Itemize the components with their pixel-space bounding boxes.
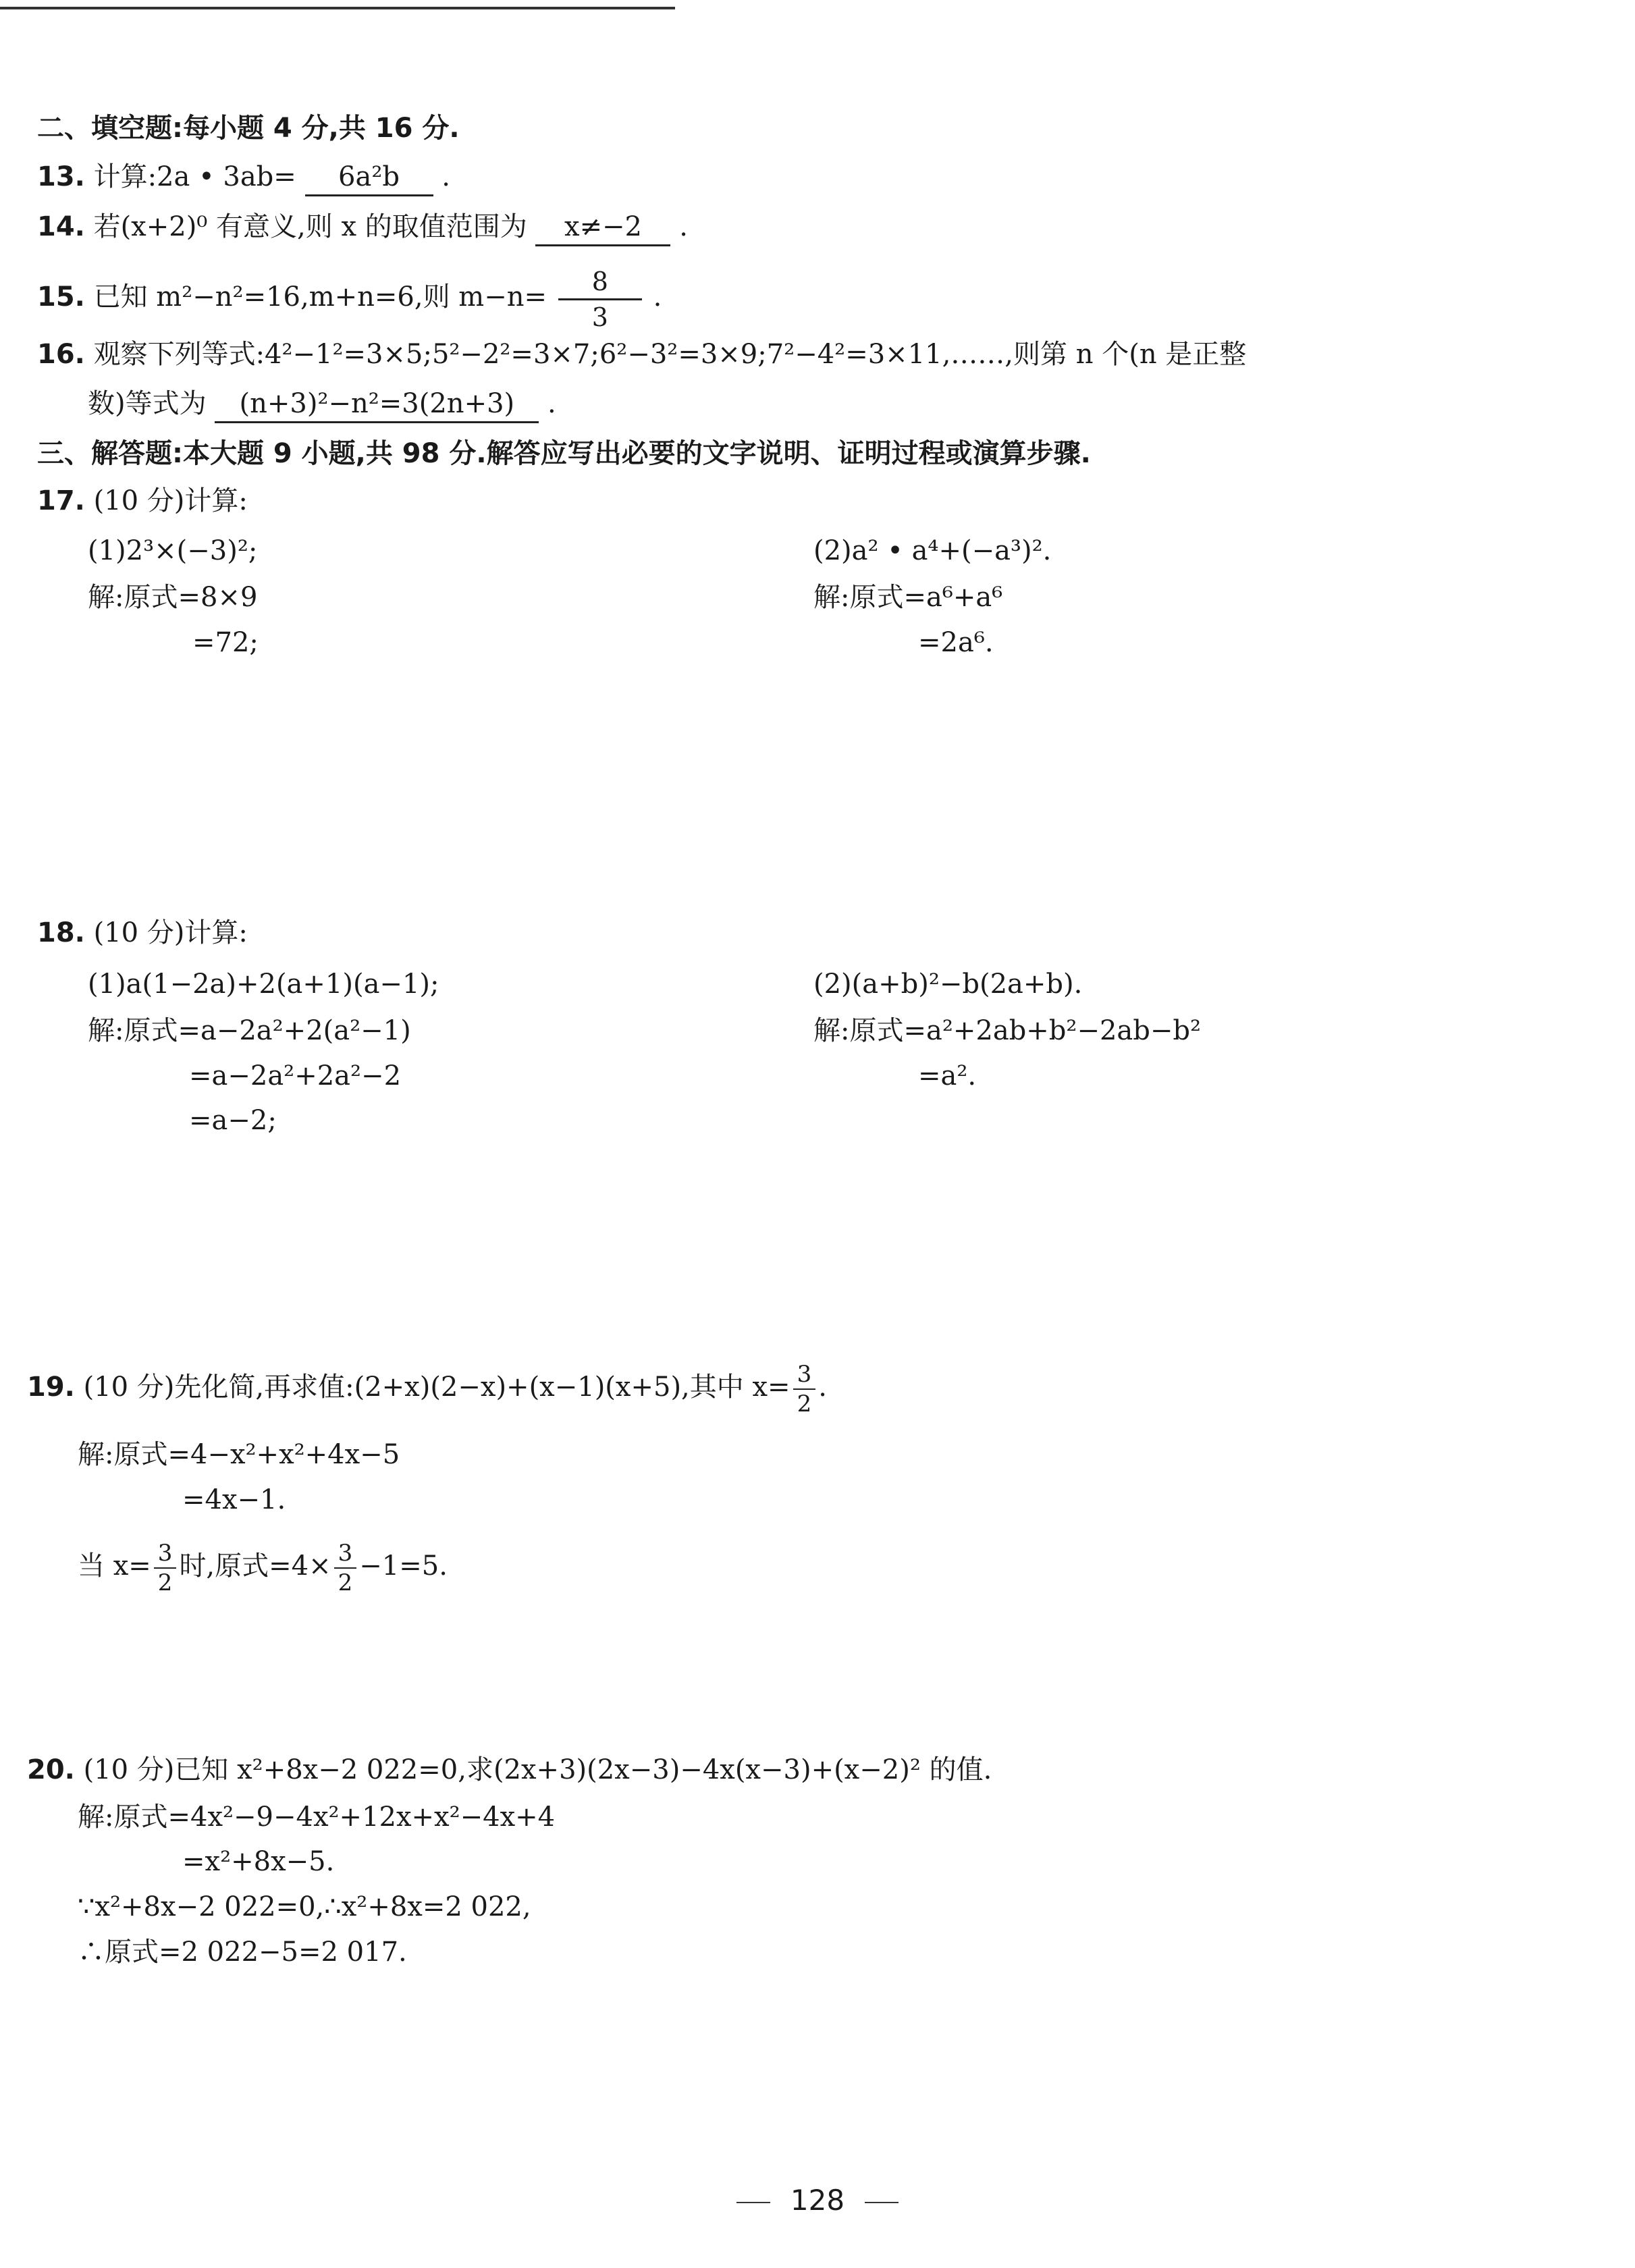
q18-part1-step2: =a−2a²+2a²−2 bbox=[189, 1060, 402, 1091]
q18-part2-step1: 解:原式=a²+2ab+b²−2ab−b² bbox=[813, 1015, 1202, 1046]
q18-part1-step1: 解:原式=a−2a²+2(a²−1) bbox=[88, 1015, 411, 1046]
question-end: . bbox=[653, 281, 662, 313]
q17-part1-question: (1)2³×(−3)²; bbox=[88, 535, 258, 566]
question-end: . bbox=[679, 211, 688, 242]
question-number: 14. bbox=[37, 211, 85, 242]
q18-part2-question: (2)(a+b)²−b(2a+b). bbox=[813, 969, 1083, 1000]
question-text: (10 分)计算: bbox=[93, 917, 248, 948]
fraction bbox=[154, 1542, 177, 1594]
step-text: 时,原式=4× bbox=[179, 1550, 331, 1582]
question-end: . bbox=[441, 161, 450, 192]
question-number: 13. bbox=[37, 161, 85, 192]
section-title-solutions: 三、解答题:本大题 9 小题,共 98 分.解答应写出必要的文字说明、证明过程或演算步骤. bbox=[37, 438, 1091, 469]
step-text: −1=5. bbox=[359, 1550, 448, 1582]
question-13 bbox=[37, 157, 450, 197]
section-title-fill-in: 二、填空题:每小题 4 分,共 16 分. bbox=[37, 113, 460, 144]
question-text: (10 分)先化简,再求值:(2+x)(2−x)+(x−1)(x+5),其中 x= bbox=[83, 1372, 790, 1403]
q17-part2-question: (2)a² • a⁴+(−a³)². bbox=[813, 535, 1052, 566]
q20-step3: ∵x²+8x−2 022=0,∴x²+8x=2 022, bbox=[78, 1891, 531, 1922]
q19-step2: =4x−1. bbox=[182, 1484, 286, 1515]
fraction bbox=[793, 1361, 816, 1418]
fraction-denominator: 2 bbox=[157, 1569, 173, 1596]
q17-part2-step2: =2a⁶. bbox=[918, 627, 994, 658]
q20-step4: ∴原式=2 022−5=2 017. bbox=[78, 1937, 407, 1968]
q19-step3 bbox=[78, 1536, 448, 1596]
question-end: . bbox=[818, 1372, 827, 1403]
fraction-denominator: 2 bbox=[338, 1569, 353, 1596]
question-text: 观察下列等式:4²−1²=3×5;5²−2²=3×7;6²−3²=3×9;7²−4²=3×11,……,则第 n 个(n 是正整 bbox=[93, 339, 1247, 370]
fraction-numerator: 8 bbox=[558, 269, 642, 300]
question-number: 15. bbox=[37, 281, 85, 313]
fraction-denominator: 2 bbox=[797, 1390, 812, 1418]
fraction-numerator: 3 bbox=[793, 1363, 816, 1390]
q20-step2: =x²+8x−5. bbox=[182, 1846, 335, 1877]
answer-blank: 6a²b bbox=[305, 159, 433, 196]
question-15 bbox=[37, 263, 662, 331]
q18-part1-step3: =a−2; bbox=[189, 1105, 277, 1136]
q18-part2-step2: =a². bbox=[918, 1060, 977, 1091]
q17-part1-step1: 解:原式=8×9 bbox=[88, 582, 258, 613]
question-number: 17. bbox=[37, 485, 85, 516]
answer-blank: (n+3)²−n²=3(2n+3) bbox=[215, 386, 539, 423]
q17-part1-step2: =72; bbox=[192, 627, 259, 658]
question-text: 已知 m²−n²=16,m+n=6,则 m−n= bbox=[93, 281, 547, 313]
question-14 bbox=[37, 207, 688, 247]
question-number: 20. bbox=[27, 1754, 75, 1785]
top-rule bbox=[0, 7, 675, 9]
question-19 bbox=[27, 1357, 827, 1418]
fraction bbox=[334, 1542, 357, 1594]
question-text: 计算:2a • 3ab= bbox=[93, 161, 296, 192]
q17-part2-step1: 解:原式=a⁶+a⁶ bbox=[813, 582, 1003, 613]
answer-blank: x≠−2 bbox=[535, 209, 670, 246]
question-text: (10 分)已知 x²+8x−2 022=0,求(2x+3)(2x−3)−4x(x−3)+(x−2)² 的值. bbox=[83, 1754, 992, 1785]
question-text: 数)等式为 bbox=[88, 388, 207, 419]
question-number: 16. bbox=[37, 339, 85, 370]
q18-part1-question: (1)a(1−2a)+2(a+1)(a−1); bbox=[88, 969, 439, 1000]
fraction-numerator: 3 bbox=[154, 1542, 177, 1569]
question-number: 18. bbox=[37, 917, 85, 948]
question-end: . bbox=[547, 388, 556, 419]
question-17 bbox=[37, 481, 248, 521]
fraction-denominator: 3 bbox=[591, 302, 608, 332]
step-text: 当 x= bbox=[78, 1550, 151, 1582]
page-number-dash bbox=[736, 2202, 770, 2203]
question-text: (10 分)计算: bbox=[93, 485, 248, 516]
question-number: 19. bbox=[27, 1372, 75, 1403]
question-text: 若(x+2)⁰ 有意义,则 x 的取值范围为 bbox=[93, 211, 527, 242]
q20-step1: 解:原式=4x²−9−4x²+12x+x²−4x+4 bbox=[78, 1802, 556, 1833]
question-16-line2 bbox=[88, 383, 556, 424]
page-number-dash bbox=[865, 2202, 899, 2203]
page-number-value: 128 bbox=[790, 2184, 845, 2217]
answer-blank-fraction bbox=[558, 266, 642, 332]
page-number bbox=[0, 2184, 1635, 2217]
question-18 bbox=[37, 913, 248, 953]
question-20 bbox=[27, 1750, 992, 1790]
q19-step1: 解:原式=4−x²+x²+4x−5 bbox=[78, 1439, 400, 1470]
question-16-line1 bbox=[37, 334, 1246, 375]
fraction-numerator: 3 bbox=[334, 1542, 357, 1569]
